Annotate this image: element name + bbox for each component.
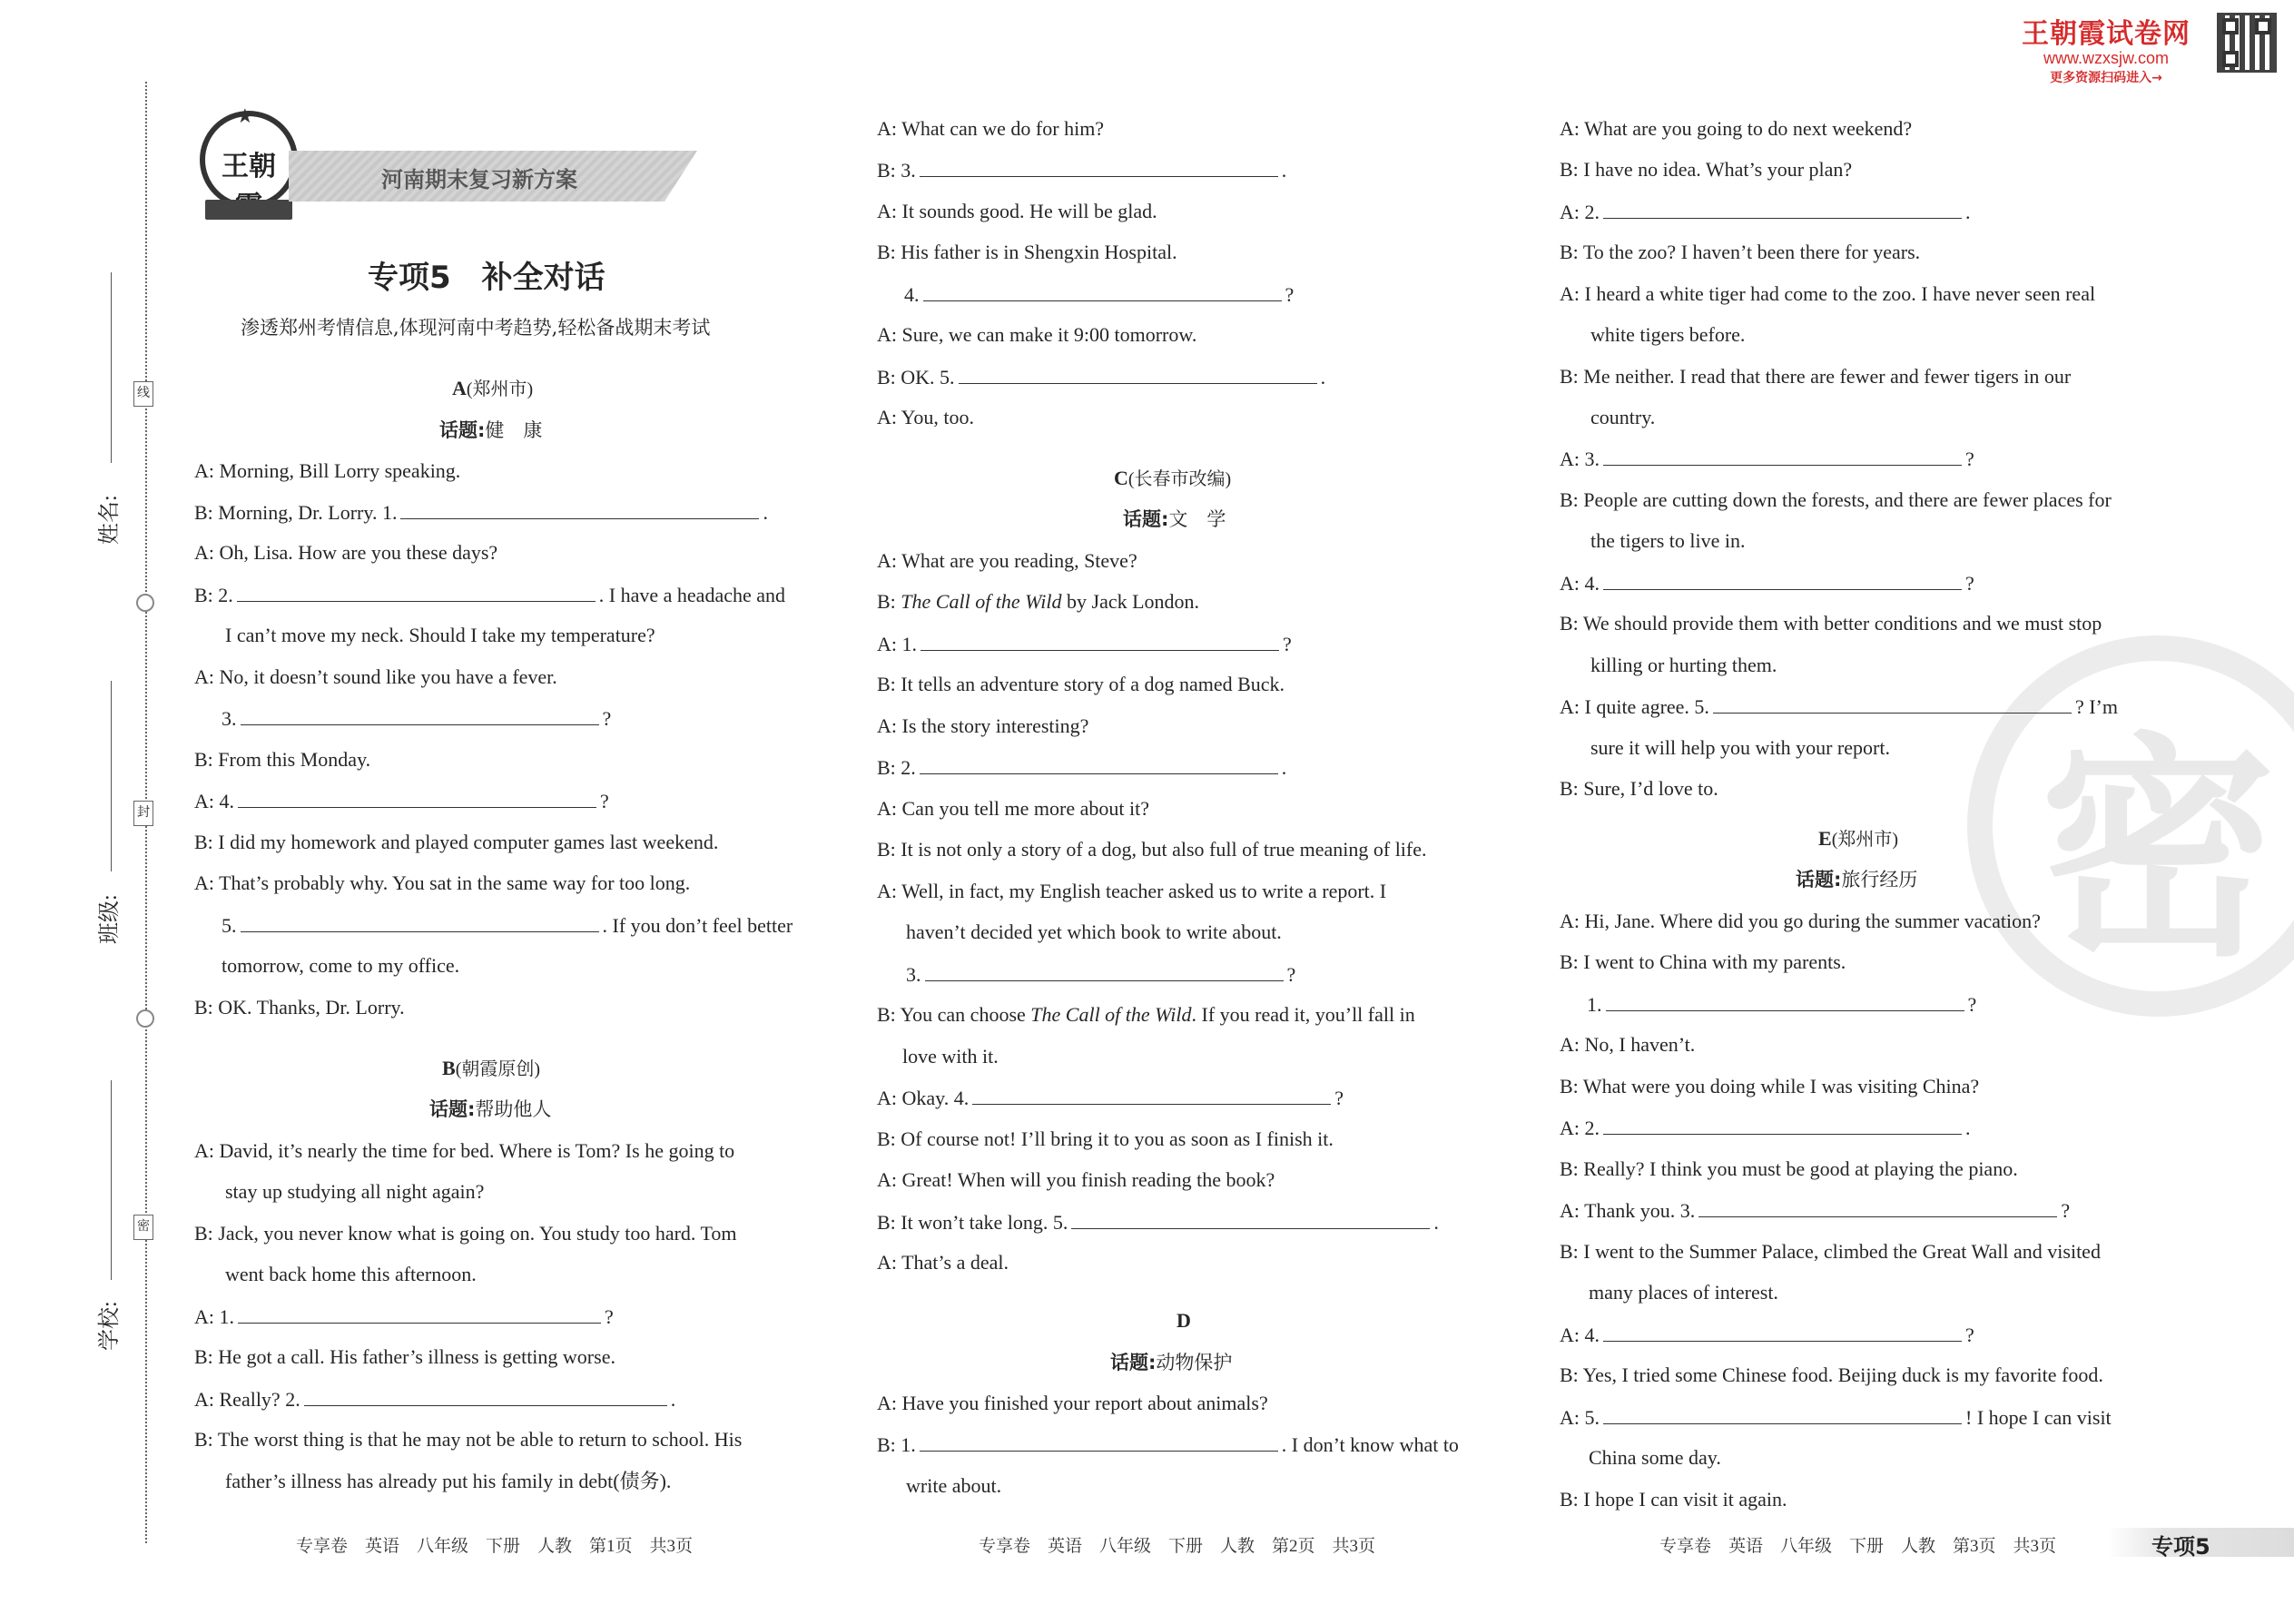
dialog-line: many places of interest. xyxy=(1589,1281,1778,1304)
dialog-line: A: Hi, Jane. Where did you go during the summer vacation? xyxy=(1560,910,2041,932)
dialog-line: B: OK. 5. . xyxy=(877,363,1325,391)
dialog-line: A: David, it’s nearly the time for bed. Where is Tom? Is he going to xyxy=(194,1139,735,1162)
dialog-line: B: The Call of the Wild by Jack London. xyxy=(877,590,1200,613)
answer-blank[interactable] xyxy=(1713,693,2072,714)
dialog-line: 3. ? xyxy=(222,704,611,733)
dialog-line: A: Really? 2. . xyxy=(194,1385,675,1413)
name-label: 姓名: xyxy=(98,495,122,545)
answer-blank[interactable] xyxy=(1603,1114,1962,1135)
answer-blank[interactable] xyxy=(925,960,1284,981)
dialog-line: B: People are cutting down the forests, and there are fewer places for xyxy=(1560,488,2112,511)
dialog-line: China some day. xyxy=(1589,1446,1721,1469)
school-label: 学校: xyxy=(98,1301,122,1351)
dialog-line: A: You, too. xyxy=(877,406,974,428)
answer-blank[interactable] xyxy=(1603,445,1962,466)
section-a-title: A(郑州市) xyxy=(452,377,534,399)
dialog-line: sure it will help you with your report. xyxy=(1590,736,1890,759)
dialog-line: A: 4. ? xyxy=(1560,569,1974,597)
dialog-line: killing or hurting them. xyxy=(1590,654,1777,676)
section-c-topic: 话题:文 学 xyxy=(1123,508,1226,530)
qr-code[interactable] xyxy=(2217,13,2277,73)
dialog-line: B: You can choose The Call of the Wild. If you read it, you’ll fall in xyxy=(877,1003,1415,1026)
page-footer-3: 专享卷 英语 八年级 下册 人教 第3页 共3页 xyxy=(1659,1537,2057,1556)
site-tagline: 更多资源扫码进入→ xyxy=(2050,71,2162,85)
dialog-line: A: 2. . xyxy=(1560,1114,1971,1142)
answer-blank[interactable] xyxy=(1698,1196,2057,1217)
page-subtitle: 渗透郑州考情信息,体现河南中考趋势,轻松备战期末考试 xyxy=(241,317,711,339)
dialog-line: B: I hope I can visit it again. xyxy=(1560,1488,1787,1511)
dialog-line: A: Okay. 4. ? xyxy=(877,1084,1344,1112)
answer-blank[interactable] xyxy=(1603,1403,1962,1424)
dialog-line: B: It won’t take long. 5. . xyxy=(877,1208,1439,1236)
dialog-line: B: 2. . xyxy=(877,753,1286,782)
section-d-topic: 话题:动物保护 xyxy=(1110,1352,1233,1373)
dialog-line: B: Of course not! I’ll bring it to you as soon as I finish it. xyxy=(877,1127,1334,1150)
school-field[interactable] xyxy=(111,1080,112,1280)
answer-blank[interactable] xyxy=(241,704,599,725)
dialog-line: B: Sure, I’d love to. xyxy=(1560,777,1718,800)
dialog-line: A: What can we do for him? xyxy=(877,117,1105,140)
dialog-line: A: 4. ? xyxy=(194,787,609,815)
section-c-title: C(长春市改编) xyxy=(1114,467,1232,489)
dialog-line: B: Morning, Dr. Lorry. 1. . xyxy=(194,498,768,527)
dialog-line: A: Great! When will you finish reading the book? xyxy=(877,1168,1275,1191)
site-url[interactable]: www.wzxsjw.com xyxy=(2043,49,2169,67)
dialog-line: A: 3. ? xyxy=(1560,445,1974,473)
banner-text: 河南期末复习新方案 xyxy=(381,167,577,192)
dialog-line: A: Is the story interesting? xyxy=(877,714,1089,737)
section-b-topic: 话题:帮助他人 xyxy=(429,1098,552,1120)
dialog-line: love with it. xyxy=(902,1045,999,1068)
seal-char-feng: 封 xyxy=(133,801,153,826)
dialog-line: 3. ? xyxy=(906,960,1295,989)
dialog-line: B: 3. . xyxy=(877,156,1286,184)
page-footer-1: 专享卷 英语 八年级 下册 人教 第1页 共3页 xyxy=(296,1537,694,1556)
dialog-line: the tigers to live in. xyxy=(1590,529,1746,552)
dialog-line: A: I quite agree. 5. ? I’m xyxy=(1560,693,2118,721)
dialog-line: A: Morning, Bill Lorry speaking. xyxy=(194,459,461,482)
name-field[interactable] xyxy=(111,272,112,463)
dialog-line: B: The worst thing is that he may not be able to return to school. His xyxy=(194,1428,743,1451)
dialog-line: B: To the zoo? I haven’t been there for years. xyxy=(1560,241,1921,263)
dialog-line: B: I did my homework and played computer games last weekend. xyxy=(194,831,719,853)
corner-tag-label: 专项5 xyxy=(2151,1534,2210,1560)
dialog-line: A: 1. ? xyxy=(877,630,1292,658)
dialog-line: B: Really? I think you must be good at playing the piano. xyxy=(1560,1157,2018,1180)
star-icon: ★ xyxy=(236,105,254,128)
answer-blank[interactable] xyxy=(1606,990,1964,1011)
dialog-line: B: 1. . I don’t know what to xyxy=(877,1431,1459,1459)
section-d-title: D xyxy=(1177,1309,1191,1332)
answer-blank[interactable] xyxy=(920,1431,1278,1452)
section-a-topic: 话题:健 康 xyxy=(439,419,543,441)
dialog-line: A: 4. ? xyxy=(1560,1321,1974,1349)
dialog-line: 4. ? xyxy=(904,281,1294,309)
dialog-line: B: What were you doing while I was visiting China? xyxy=(1560,1075,1980,1097)
section-e-topic: 话题:旅行经历 xyxy=(1796,869,1918,891)
answer-blank[interactable] xyxy=(920,156,1278,177)
dialog-line: B: It tells an adventure story of a dog named Buck. xyxy=(877,673,1285,695)
dialog-line: I can’t move my neck. Should I take my temperature? xyxy=(225,624,655,646)
page-title: 专项5 补全对话 xyxy=(368,260,605,296)
dialog-line: A: Thank you. 3. ? xyxy=(1560,1196,2070,1225)
section-b-title: B(朝霞原创) xyxy=(442,1057,541,1079)
dialog-line: A: Well, in fact, my English teacher asked us to write a report. I xyxy=(877,880,1387,902)
answer-blank[interactable] xyxy=(238,1303,601,1324)
answer-blank[interactable] xyxy=(920,753,1278,774)
seal-char-xian: 线 xyxy=(133,381,153,407)
dialog-line: B: Yes, I tried some Chinese food. Beijing duck is my favorite food. xyxy=(1560,1363,2103,1386)
section-e-title: E(郑州市) xyxy=(1818,827,1899,850)
dialog-line: B: He got a call. His father’s illness is getting worse. xyxy=(194,1345,615,1368)
logo-text: 王朝 xyxy=(222,151,276,182)
answer-blank[interactable] xyxy=(241,911,599,932)
binding-hole xyxy=(136,1009,154,1028)
dialog-line: B: I went to China with my parents. xyxy=(1560,950,1846,973)
answer-blank[interactable] xyxy=(304,1385,667,1406)
dialog-line: went back home this afternoon. xyxy=(225,1263,477,1285)
answer-blank[interactable] xyxy=(972,1084,1331,1105)
dialog-line: B: Jack, you never know what is going on. You study too hard. Tom xyxy=(194,1222,737,1245)
dialog-line: B: From this Monday. xyxy=(194,748,371,771)
book-title: The Call of the Wild xyxy=(1030,1003,1192,1026)
page-footer-2: 专享卷 英语 八年级 下册 人教 第2页 共3页 xyxy=(979,1537,1376,1556)
dialog-line: A: Can you tell me more about it? xyxy=(877,797,1149,820)
dialog-line: B: I have no idea. What’s your plan? xyxy=(1560,158,1853,181)
dialog-line: A: Oh, Lisa. How are you these days? xyxy=(194,541,498,564)
class-field[interactable] xyxy=(111,681,112,871)
answer-blank[interactable] xyxy=(1603,198,1962,219)
site-brand xyxy=(1997,11,2215,86)
dialog-line: B: I went to the Summer Palace, climbed the Great Wall and visited xyxy=(1560,1240,2101,1263)
answer-blank[interactable] xyxy=(400,498,759,519)
dialog-line: A: Sure, we can make it 9:00 tomorrow. xyxy=(877,323,1197,346)
dialog-line: white tigers before. xyxy=(1590,323,1746,346)
dialog-line: haven’t decided yet which book to write about. xyxy=(906,920,1282,943)
dialog-line: B: His father is in Shengxin Hospital. xyxy=(877,241,1177,263)
dialog-line: write about. xyxy=(906,1474,1002,1497)
dialog-line: B: It is not only a story of a dog, but also full of true meaning of life. xyxy=(877,838,1427,861)
dialog-line: B: Me neither. I read that there are fewer and fewer tigers in our xyxy=(1560,365,2072,388)
dialog-line: 1. ? xyxy=(1587,990,1976,1019)
dialog-line: tomorrow, come to my office. xyxy=(222,954,460,977)
dialog-line: country. xyxy=(1590,406,1656,428)
answer-blank[interactable] xyxy=(238,787,596,808)
watermark-seal: 密 xyxy=(1967,635,2294,1017)
dialog-line: 5. . If you don’t feel better xyxy=(222,911,793,940)
dialog-line: A: What are you reading, Steve? xyxy=(877,549,1137,572)
dialog-line: B: OK. Thanks, Dr. Lorry. xyxy=(194,996,405,1019)
dialog-line: A: That’s a deal. xyxy=(877,1251,1009,1274)
dialog-line: A: 5. ! I hope I can visit xyxy=(1560,1403,2112,1432)
dialog-line: A: No, it doesn’t sound like you have a fever. xyxy=(194,665,557,688)
site-name: 王朝霞试卷网 xyxy=(2022,18,2191,50)
dialog-line: stay up studying all night again? xyxy=(225,1180,485,1203)
binding-hole xyxy=(136,594,154,612)
corner-tag xyxy=(2108,1528,2294,1560)
answer-blank[interactable] xyxy=(1603,569,1962,590)
dialog-line: A: No, I haven’t. xyxy=(1560,1033,1696,1056)
dialog-line: A: 2. . xyxy=(1560,198,1971,226)
dialog-line: A: It sounds good. He will be glad. xyxy=(877,200,1157,222)
dialog-line: A: Have you finished your report about animals? xyxy=(877,1392,1268,1414)
class-label: 班级: xyxy=(98,894,122,944)
dialog-line: B: We should provide them with better conditions and we must stop xyxy=(1560,612,2102,635)
logo-badge xyxy=(194,105,303,227)
dialog-line: A: That’s probably why. You sat in the same way for too long. xyxy=(194,871,691,894)
answer-blank[interactable] xyxy=(959,363,1317,384)
dialog-line: A: 1. ? xyxy=(194,1303,614,1331)
book-title: The Call of the Wild xyxy=(901,590,1062,613)
dialog-line: A: What are you going to do next weekend? xyxy=(1560,117,1913,140)
answer-blank[interactable] xyxy=(923,281,1282,301)
answer-blank[interactable] xyxy=(921,630,1279,651)
seal-char-mi: 密 xyxy=(133,1215,153,1240)
dialog-line: A: I heard a white tiger had come to the zoo. I have never seen real xyxy=(1560,282,2096,305)
dialog-line: father’s illness has already put his family in debt(债务). xyxy=(225,1470,672,1492)
answer-blank[interactable] xyxy=(1603,1321,1962,1342)
answer-blank[interactable] xyxy=(1071,1208,1430,1229)
dialog-line: B: 2. . I have a headache and xyxy=(194,581,785,609)
answer-blank[interactable] xyxy=(237,581,596,602)
